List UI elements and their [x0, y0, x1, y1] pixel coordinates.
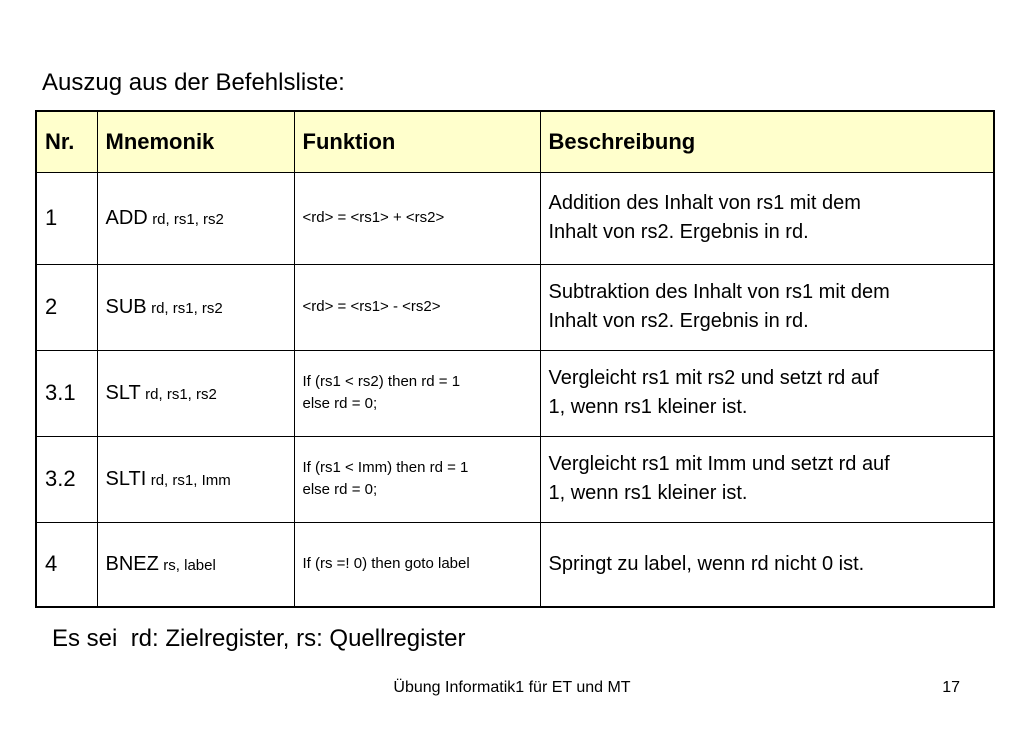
table-row — [36, 522, 994, 607]
mnemonic-args: rd, rs1, rs2 — [151, 299, 223, 317]
description-line: Inhalt von rs2. Ergebnis in rd. — [548, 310, 809, 332]
function-line: If (rs =! 0) then goto label — [302, 555, 470, 573]
mnemonic-opcode: BNEZ — [105, 552, 159, 575]
cell-beschreibung — [540, 350, 994, 436]
intro-heading: Auszug aus der Befehlsliste: — [42, 69, 345, 96]
cell-nr: 3.1 — [36, 350, 97, 436]
cell-funktion — [294, 264, 540, 350]
cell-beschreibung — [540, 436, 994, 522]
cell-nr: 1 — [36, 172, 97, 264]
function-line: else rd = 0; — [302, 481, 378, 498]
mnemonic-opcode: SLT — [105, 381, 141, 404]
cell-beschreibung — [540, 172, 994, 264]
cell-funktion — [294, 436, 540, 522]
function-line: If (rs1 < rs2) then rd = 1 — [302, 373, 461, 390]
mnemonic-opcode: ADD — [105, 206, 148, 229]
function-line: <rd> = <rs1> + <rs2> — [302, 209, 445, 226]
description-line: Subtraktion des Inhalt von rs1 mit dem — [548, 281, 890, 303]
mnemonic-args: rd, rs1, rs2 — [145, 385, 217, 403]
table-row — [36, 264, 994, 350]
header-mnemonik: Mnemonik — [97, 111, 294, 172]
function-line: If (rs1 < Imm) then rd = 1 — [302, 459, 469, 476]
description-line: Addition des Inhalt von rs1 mit dem — [548, 192, 861, 214]
cell-nr: 3.2 — [36, 436, 97, 522]
cell-nr: 2 — [36, 264, 97, 350]
table-row — [36, 172, 994, 264]
mnemonic-args: rd, rs1, Imm — [150, 471, 231, 489]
table-header-row — [36, 111, 994, 172]
mnemonic-opcode: SLTI — [105, 467, 147, 490]
cell-funktion — [294, 172, 540, 264]
description-line: 1, wenn rs1 kleiner ist. — [548, 396, 748, 418]
command-table — [35, 110, 995, 608]
description-line: Vergleicht rs1 mit rs2 und setzt rd auf — [548, 367, 879, 389]
header-nr: Nr. — [36, 111, 97, 172]
mnemonic-opcode: SUB — [105, 295, 147, 318]
mnemonic-args: rs, label — [163, 556, 216, 574]
description-line: Inhalt von rs2. Ergebnis in rd. — [548, 221, 809, 243]
footer-title: Übung Informatik1 für ET und MT — [393, 679, 631, 696]
header-beschreibung: Beschreibung — [540, 111, 994, 172]
cell-mnemonik — [97, 522, 294, 607]
cell-funktion — [294, 350, 540, 436]
description-line: Springt zu label, wenn rd nicht 0 ist. — [548, 552, 865, 575]
register-note: Es sei rd: Zielregister, rs: Quellregister — [52, 625, 466, 652]
table-row — [36, 350, 994, 436]
function-line: else rd = 0; — [302, 395, 378, 412]
cell-nr: 4 — [36, 522, 97, 607]
mnemonic-args: rd, rs1, rs2 — [152, 210, 224, 228]
cell-mnemonik — [97, 172, 294, 264]
cell-beschreibung — [540, 522, 994, 607]
header-funktion: Funktion — [294, 111, 540, 172]
description-line: Vergleicht rs1 mit Imm und setzt rd auf — [548, 453, 890, 475]
description-line: 1, wenn rs1 kleiner ist. — [548, 482, 748, 504]
page-number: 17 — [942, 679, 960, 696]
cell-mnemonik — [97, 264, 294, 350]
table-row — [36, 436, 994, 522]
cell-beschreibung — [540, 264, 994, 350]
function-line: <rd> = <rs1> - <rs2> — [302, 298, 441, 315]
cell-mnemonik — [97, 436, 294, 522]
cell-funktion — [294, 522, 540, 607]
cell-mnemonik — [97, 350, 294, 436]
